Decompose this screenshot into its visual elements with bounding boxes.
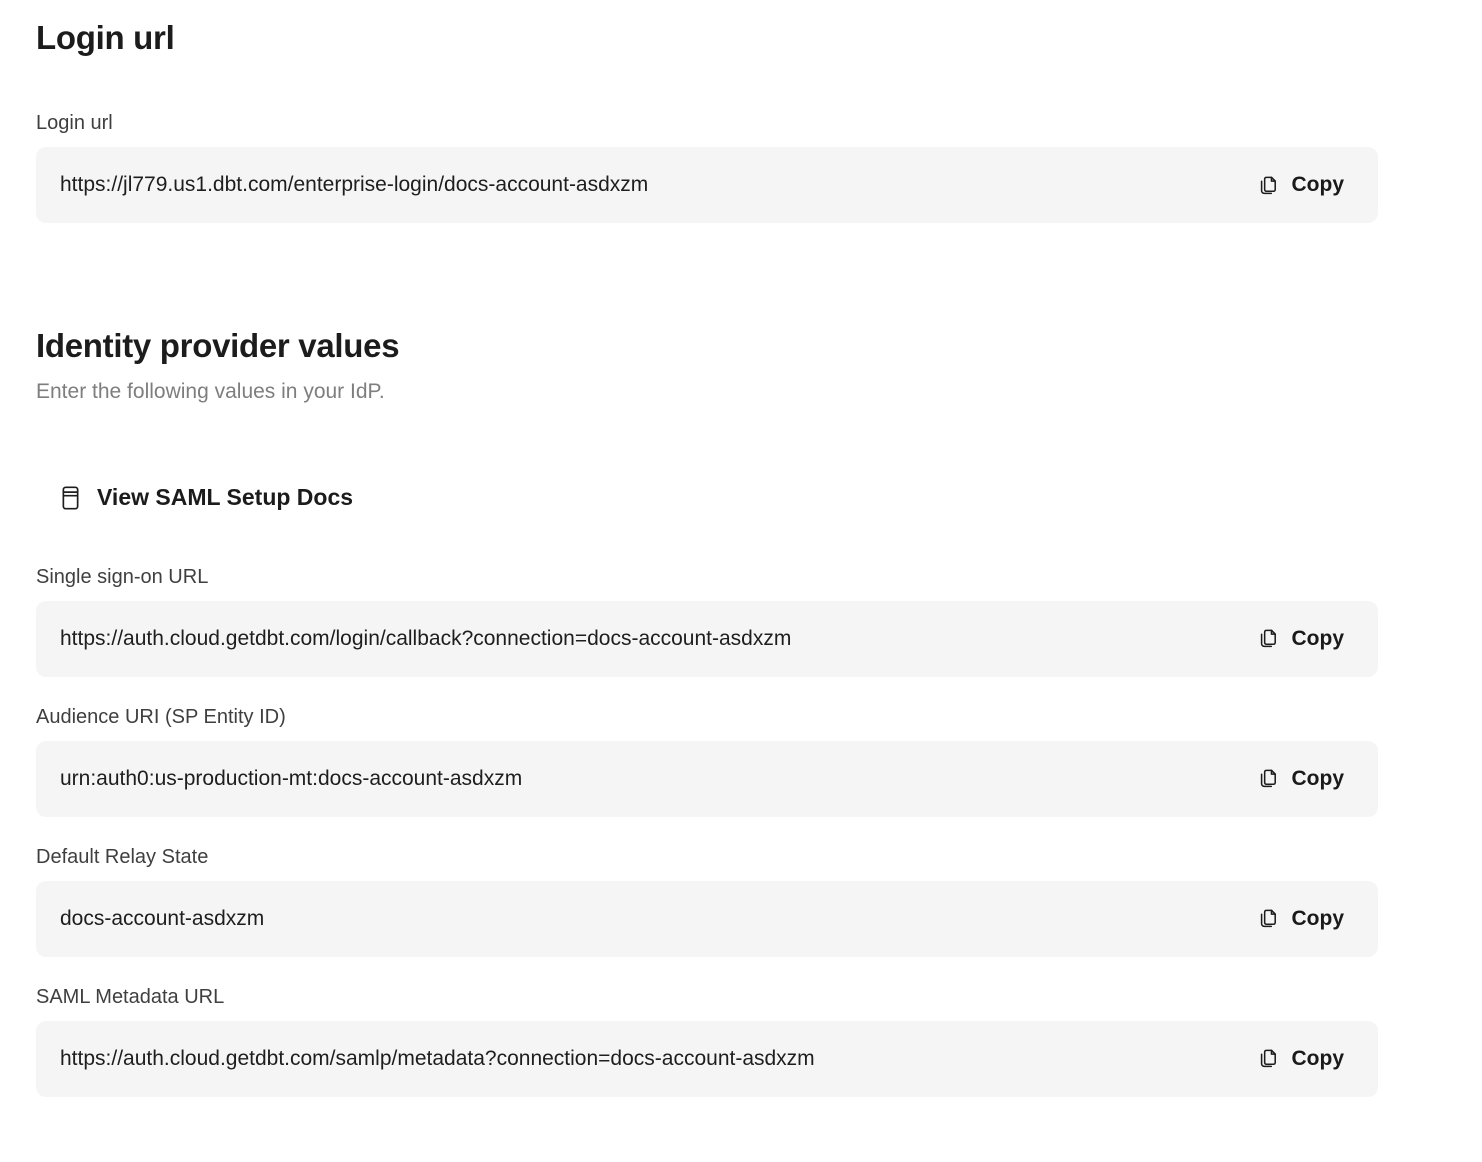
relay-state-value: docs-account-asdxzm bbox=[60, 906, 265, 930]
copy-icon bbox=[1257, 907, 1280, 930]
saml-metadata-url-field bbox=[36, 1021, 1378, 1097]
copy-icon bbox=[1257, 767, 1280, 790]
copy-button-label: Copy bbox=[1291, 173, 1344, 196]
copy-button-label: Copy bbox=[1291, 906, 1344, 930]
copy-audience-uri-button[interactable] bbox=[1257, 767, 1345, 791]
journal-icon bbox=[60, 485, 81, 511]
copy-button-label: Copy bbox=[1291, 766, 1344, 790]
sso-url-field bbox=[36, 601, 1378, 677]
relay-state-field bbox=[36, 881, 1378, 957]
copy-sso-url-button[interactable] bbox=[1257, 627, 1345, 651]
copy-login-url-button[interactable] bbox=[1257, 173, 1345, 197]
audience-uri-field bbox=[36, 741, 1378, 817]
copy-button-label: Copy bbox=[1291, 1046, 1344, 1070]
login-url-value: https://jl779.us1.dbt.com/enterprise-login/docs-account-asdxzm bbox=[60, 173, 649, 196]
login-url-field-label: Login url bbox=[36, 112, 113, 134]
sso-url-value: https://auth.cloud.getdbt.com/login/callback?connection=docs-account-asdxzm bbox=[60, 626, 792, 650]
copy-button-label: Copy bbox=[1291, 626, 1344, 650]
login-url-section-title: Login url bbox=[36, 19, 175, 56]
copy-icon bbox=[1257, 1047, 1280, 1070]
relay-state-field-label: Default Relay State bbox=[36, 845, 209, 868]
copy-saml-metadata-url-button[interactable] bbox=[1257, 1047, 1345, 1071]
audience-uri-field-label: Audience URI (SP Entity ID) bbox=[36, 705, 286, 728]
copy-icon bbox=[1257, 627, 1280, 650]
copy-relay-state-button[interactable] bbox=[1257, 907, 1345, 931]
login-url-field bbox=[36, 147, 1378, 223]
sso-url-field-label: Single sign-on URL bbox=[36, 565, 209, 588]
saml-metadata-url-value: https://auth.cloud.getdbt.com/samlp/metadata?connection=docs-account-asdxzm bbox=[60, 1046, 815, 1070]
view-saml-setup-docs-link[interactable] bbox=[60, 484, 353, 511]
idp-section-subtitle: Enter the following values in your IdP. bbox=[36, 380, 385, 403]
idp-section-title: Identity provider values bbox=[36, 327, 400, 364]
audience-uri-value: urn:auth0:us-production-mt:docs-account-asdxzm bbox=[60, 766, 523, 790]
copy-icon bbox=[1257, 174, 1280, 197]
docs-link-label: View SAML Setup Docs bbox=[97, 484, 354, 510]
saml-metadata-url-field-label: SAML Metadata URL bbox=[36, 985, 225, 1008]
